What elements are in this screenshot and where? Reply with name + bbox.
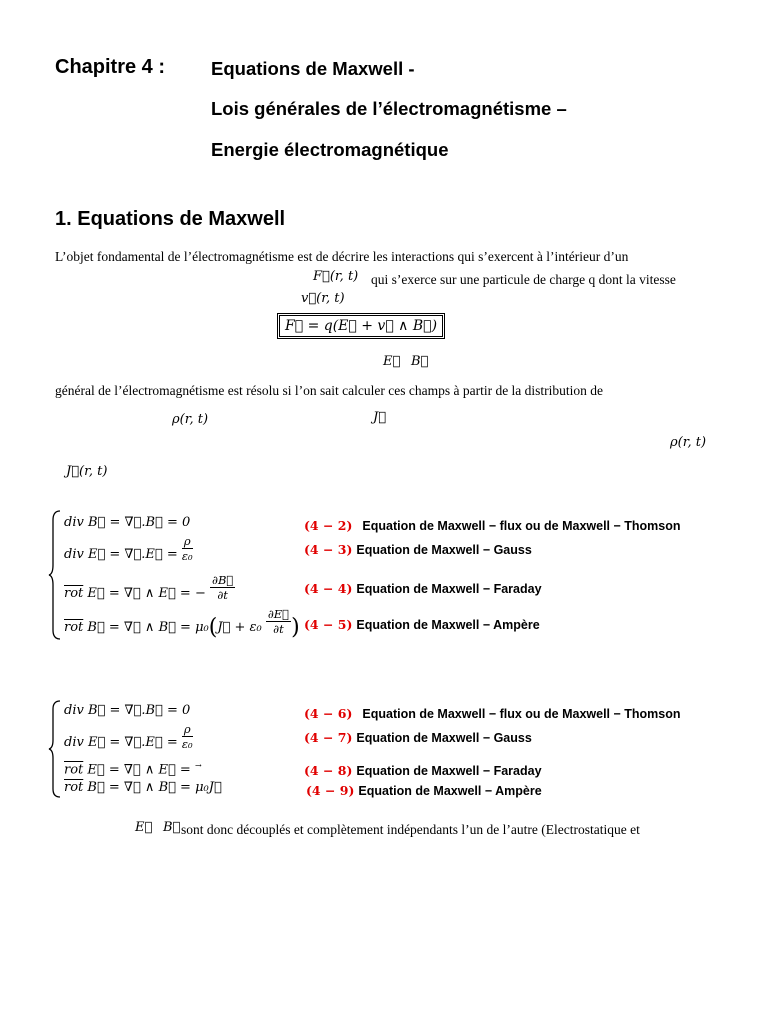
equation-4-9-name: Equation de Maxwell − Ampère	[358, 784, 542, 798]
chapter-title-line1: Equations de Maxwell -	[211, 58, 415, 79]
equation-4-6-name: Equation de Maxwell − flux ou de Maxwell − Thomson	[362, 707, 681, 721]
equation-4-3: div E⃗ = ∇⃗.E⃗ = $\frac{\rho}{\text{ε₀}}$	[64, 534, 193, 563]
equation-4-5-name: Equation de Maxwell − Ampère	[356, 618, 540, 632]
equation-4-2	[64, 515, 190, 530]
equation-4-9-number: (4 − 9)	[306, 783, 355, 798]
equation-4-6: div B⃗ = ∇⃗.B⃗ = 0	[64, 703, 191, 718]
equation-4-3-name: Equation de Maxwell − Gauss	[356, 543, 532, 557]
equation-4-4-label	[304, 580, 542, 598]
footer-B-symbol: B⃗	[163, 820, 181, 835]
chapter-title-line3: Energie électromagnétique	[211, 139, 449, 160]
equation-4-8-name: Equation de Maxwell − Faraday	[356, 764, 542, 778]
equation-4-2-number: (4 − 2)	[304, 518, 353, 533]
rho-symbol-right: ρ(r, t)	[670, 435, 707, 450]
footer-text: sont donc découplés et complètement indépendants l’un de l’autre (Electrostatique et	[181, 822, 640, 837]
footer-E-symbol: E⃗	[135, 820, 153, 835]
equation-4-4-number: (4 − 4)	[304, 581, 353, 596]
equation-4-5: $\overline{rot}$ B⃗ = ∇⃗ ∧ B⃗ = μ₀(J⃗ + ε₀ $\frac{\partial E⃗}{\partial t}$ )	[64, 607, 300, 640]
equation-4-7-label	[304, 729, 532, 747]
field-B-symbol: B⃗	[411, 354, 429, 369]
system2-brace	[48, 700, 62, 798]
equation-4-2-label	[304, 517, 681, 535]
equation-4-5-label	[304, 616, 540, 634]
equation-4-5-number: (4 − 5)	[304, 617, 353, 632]
equation-4-6-label	[304, 705, 681, 723]
equation-4-2-name: Equation de Maxwell − flux ou de Maxwell − Thomson	[362, 519, 681, 533]
current-density-rt-symbol: J⃗(r, t)	[66, 464, 108, 479]
force-symbol: F⃗(r, t)	[313, 269, 359, 284]
body-line-1: L’objet fondamental de l’électromagnétisme est de décrire les interactions qui s’exercent à l’intérieur d’un	[55, 249, 629, 264]
equation-4-2-lhs-div: div B⃗ = ∇⃗.B⃗ = 0	[64, 515, 191, 530]
chapter-label: Chapitre 4 :	[55, 56, 166, 78]
equation-4-9: $\overline{rot}$ B⃗ = ∇⃗ ∧ B⃗ = μ₀J⃗	[64, 780, 222, 795]
equation-4-7-number: (4 − 7)	[304, 730, 353, 745]
chapter-title-line2: Lois générales de l’électromagnétisme –	[211, 98, 567, 119]
equation-4-4: $\overline{rot}$ E⃗ = ∇⃗ ∧ E⃗ = − $\frac{\partial B⃗}{\partial t}$	[64, 573, 234, 602]
equation-4-8-label	[304, 762, 542, 780]
equation-4-3-label	[304, 541, 532, 559]
section-heading: 1. Equations de Maxwell	[55, 208, 286, 230]
field-E-symbol: E⃗	[383, 354, 401, 369]
body-line-3: général de l’électromagnétisme est résolu si l’on sait calculer ces champs à partir de la distribution de	[55, 383, 604, 398]
equation-4-8-number: (4 − 8)	[304, 763, 353, 778]
lorentz-force-formula: F⃗ = q(E⃗ + v⃗ ∧ B⃗)	[277, 313, 445, 339]
equation-4-7: div E⃗ = ∇⃗.E⃗ = $\frac{\rho}{\text{ε₀}}$	[64, 722, 193, 751]
equation-4-8: $\overline{rot}$ E⃗ = ∇⃗ ∧ E⃗ = →	[64, 761, 202, 778]
equation-4-4-name: Equation de Maxwell − Faraday	[356, 582, 542, 596]
equation-4-9-label	[306, 782, 542, 800]
equation-4-6-number: (4 − 6)	[304, 706, 353, 721]
rho-symbol: ρ(r, t)	[172, 412, 209, 427]
body-line-2: qui s’exerce sur une particule de charge q dont la vitesse	[371, 272, 676, 287]
system1-brace	[48, 510, 62, 640]
equation-4-7-name: Equation de Maxwell − Gauss	[356, 731, 532, 745]
velocity-symbol: v⃗(r, t)	[301, 291, 345, 306]
equation-4-3-number: (4 − 3)	[304, 542, 353, 557]
current-density-symbol: J⃗	[373, 410, 387, 425]
